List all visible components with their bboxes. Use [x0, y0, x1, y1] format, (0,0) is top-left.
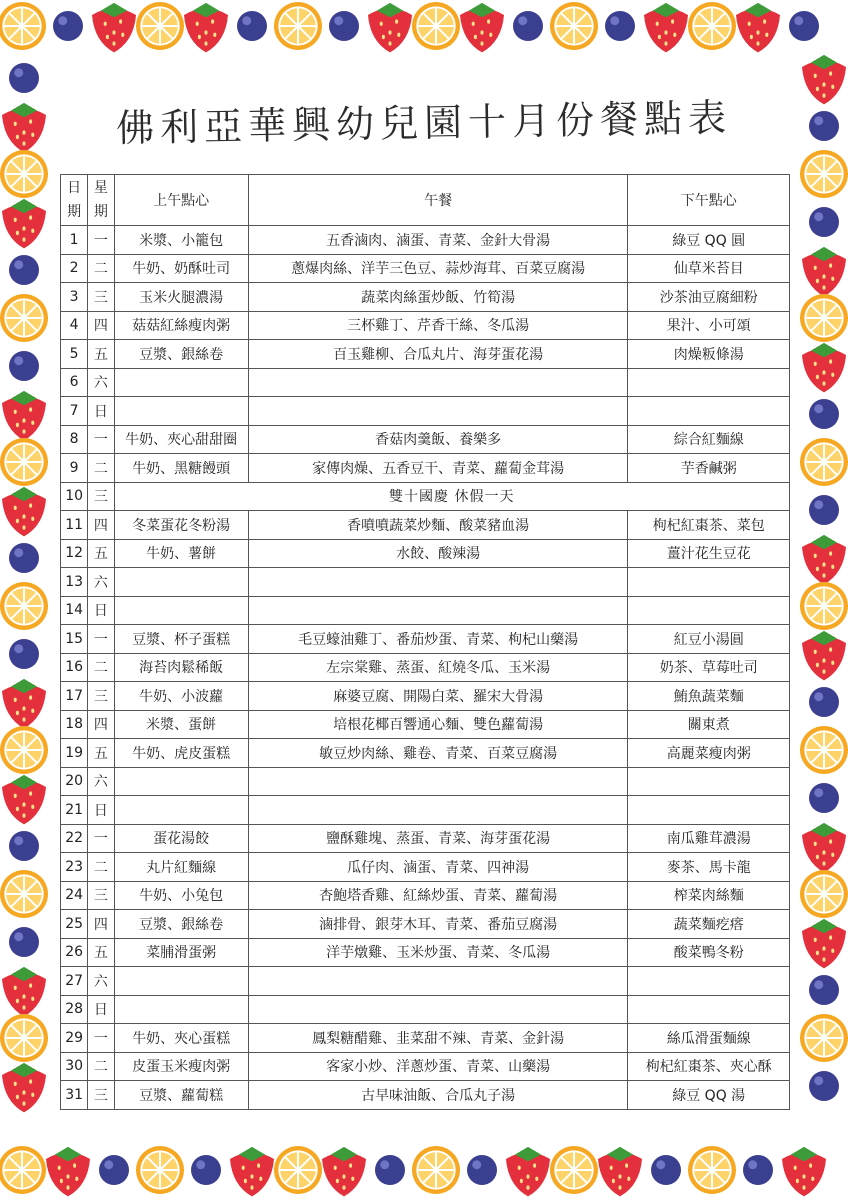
- morning-snack-cell: 海苔肉鬆稀飯: [114, 653, 248, 682]
- blueberry-icon: [191, 1155, 221, 1185]
- afternoon-snack-cell: [628, 568, 790, 597]
- lunch-cell: 瓜仔肉、滷蛋、青菜、四神湯: [248, 853, 628, 882]
- blueberry-icon: [605, 11, 635, 41]
- date-cell: 11: [61, 511, 88, 540]
- lunch-cell: 麻婆豆腐、開陽白菜、羅宋大骨湯: [248, 682, 628, 711]
- morning-snack-cell: [114, 568, 248, 597]
- orange-slice-icon: [136, 1146, 184, 1194]
- weekday-cell: 四: [88, 511, 114, 540]
- date-cell: 20: [61, 767, 88, 796]
- morning-snack-cell: [114, 368, 248, 397]
- blueberry-icon: [9, 831, 39, 861]
- blueberry-icon: [375, 1155, 405, 1185]
- header-afternoon-snack: 下午點心: [628, 175, 790, 226]
- weekday-cell: 一: [88, 1024, 114, 1053]
- strawberry-icon: [802, 247, 846, 297]
- strawberry-icon: [46, 1147, 90, 1197]
- blueberry-icon: [809, 975, 839, 1005]
- weekday-cell: 日: [88, 397, 114, 426]
- afternoon-snack-cell: 枸杞紅棗茶、夾心酥: [628, 1052, 790, 1081]
- date-cell: 27: [61, 967, 88, 996]
- morning-snack-cell: [114, 796, 248, 825]
- lunch-cell: 洋芋燉雞、玉米炒蛋、青菜、冬瓜湯: [248, 938, 628, 967]
- lunch-cell: 香菇肉羹飯、養樂多: [248, 425, 628, 454]
- orange-slice-icon: [550, 2, 598, 50]
- strawberry-icon: [92, 3, 136, 53]
- weekday-cell: 五: [88, 340, 114, 369]
- blueberry-icon: [9, 927, 39, 957]
- morning-snack-cell: 牛奶、夾心蛋糕: [114, 1024, 248, 1053]
- morning-snack-cell: 豆漿、蘿蔔糕: [114, 1081, 248, 1110]
- lunch-cell: 鳳梨糖醋雞、韭菜甜不辣、青菜、金針湯: [248, 1024, 628, 1053]
- blueberry-icon: [9, 255, 39, 285]
- weekday-cell: 二: [88, 853, 114, 882]
- afternoon-snack-cell: [628, 995, 790, 1024]
- morning-snack-cell: 牛奶、夾心甜甜圈: [114, 425, 248, 454]
- weekday-cell: 三: [88, 1081, 114, 1110]
- table-row: [61, 454, 790, 483]
- lunch-cell: 古早味油飯、合瓜丸子湯: [248, 1081, 628, 1110]
- date-cell: 2: [61, 254, 88, 283]
- orange-slice-icon: [0, 294, 48, 342]
- lunch-cell: [248, 368, 628, 397]
- morning-snack-cell: 豆漿、銀絲卷: [114, 910, 248, 939]
- weekday-cell: 五: [88, 539, 114, 568]
- orange-slice-icon: [0, 582, 48, 630]
- strawberry-icon: [2, 199, 46, 249]
- lunch-cell: [248, 995, 628, 1024]
- page-title: 佛利亞華興幼兒園十月份餐點表: [115, 95, 733, 151]
- date-cell: 24: [61, 881, 88, 910]
- weekday-cell: 五: [88, 739, 114, 768]
- blueberry-icon: [9, 351, 39, 381]
- lunch-cell: 左宗棠雞、蒸蛋、紅燒冬瓜、玉米湯: [248, 653, 628, 682]
- table-row: [61, 568, 790, 597]
- orange-slice-icon: [0, 438, 48, 486]
- afternoon-snack-cell: 榨菜肉絲麵: [628, 881, 790, 910]
- lunch-cell: 家傳肉燥、五香豆干、青菜、蘿蔔金茸湯: [248, 454, 628, 483]
- blueberry-icon: [809, 1071, 839, 1101]
- afternoon-snack-cell: [628, 767, 790, 796]
- date-cell: 14: [61, 596, 88, 625]
- date-cell: 25: [61, 910, 88, 939]
- morning-snack-cell: 菜脯滑蛋粥: [114, 938, 248, 967]
- date-cell: 17: [61, 682, 88, 711]
- lunch-cell: 杏鮑塔香雞、紅絲炒蛋、青菜、蘿蔔湯: [248, 881, 628, 910]
- date-cell: 18: [61, 710, 88, 739]
- table-row: [61, 824, 790, 853]
- orange-slice-icon: [412, 1146, 460, 1194]
- morning-snack-cell: 牛奶、虎皮蛋糕: [114, 739, 248, 768]
- table-row: [61, 938, 790, 967]
- blueberry-icon: [789, 11, 819, 41]
- table-row: [61, 482, 790, 511]
- table-row: [61, 682, 790, 711]
- date-cell: 23: [61, 853, 88, 882]
- date-cell: 10: [61, 482, 88, 511]
- date-cell: 30: [61, 1052, 88, 1081]
- table-row: [61, 511, 790, 540]
- afternoon-snack-cell: 紅豆小湯圓: [628, 625, 790, 654]
- weekday-cell: 日: [88, 796, 114, 825]
- orange-slice-icon: [800, 294, 848, 342]
- weekday-cell: 一: [88, 625, 114, 654]
- morning-snack-cell: 米漿、蛋餅: [114, 710, 248, 739]
- strawberry-icon: [2, 1063, 46, 1113]
- orange-slice-icon: [800, 582, 848, 630]
- weekday-cell: 三: [88, 482, 114, 511]
- afternoon-snack-cell: 仙草米苔目: [628, 254, 790, 283]
- date-cell: 1: [61, 226, 88, 255]
- weekday-cell: 二: [88, 254, 114, 283]
- lunch-cell: 培根花椰百響通心麵、雙色蘿蔔湯: [248, 710, 628, 739]
- afternoon-snack-cell: [628, 368, 790, 397]
- strawberry-icon: [184, 3, 228, 53]
- lunch-cell: 毛豆蠔油雞丁、番茄炒蛋、青菜、枸杞山藥湯: [248, 625, 628, 654]
- weekday-cell: 六: [88, 967, 114, 996]
- orange-slice-icon: [800, 150, 848, 198]
- strawberry-icon: [460, 3, 504, 53]
- afternoon-snack-cell: 關東煮: [628, 710, 790, 739]
- morning-snack-cell: 皮蛋玉米瘦肉粥: [114, 1052, 248, 1081]
- lunch-cell: [248, 397, 628, 426]
- weekday-cell: 四: [88, 311, 114, 340]
- table-row: [61, 796, 790, 825]
- afternoon-snack-cell: 絲瓜滑蛋麵線: [628, 1024, 790, 1053]
- weekday-cell: 日: [88, 596, 114, 625]
- table-row: [61, 1024, 790, 1053]
- morning-snack-cell: 豆漿、杯子蛋糕: [114, 625, 248, 654]
- weekday-cell: 二: [88, 1052, 114, 1081]
- menu-table: [60, 174, 790, 1110]
- blueberry-icon: [809, 207, 839, 237]
- orange-slice-icon: [800, 726, 848, 774]
- header-morning-snack: 上午點心: [114, 175, 248, 226]
- table-row: [61, 539, 790, 568]
- orange-slice-icon: [412, 2, 460, 50]
- table-row: [61, 853, 790, 882]
- orange-slice-icon: [0, 150, 48, 198]
- strawberry-icon: [506, 1147, 550, 1197]
- weekday-cell: 二: [88, 454, 114, 483]
- strawberry-icon: [2, 391, 46, 441]
- table-row: [61, 967, 790, 996]
- blueberry-icon: [809, 783, 839, 813]
- strawberry-icon: [644, 3, 688, 53]
- morning-snack-cell: [114, 967, 248, 996]
- weekday-cell: 一: [88, 226, 114, 255]
- blueberry-icon: [99, 1155, 129, 1185]
- lunch-cell: 五香滷肉、滷蛋、青菜、金針大骨湯: [248, 226, 628, 255]
- morning-snack-cell: 菇菇紅絲瘦肉粥: [114, 311, 248, 340]
- lunch-cell: 三杯雞丁、芹香干絲、冬瓜湯: [248, 311, 628, 340]
- morning-snack-cell: 牛奶、小波蘿: [114, 682, 248, 711]
- lunch-cell: 香噴噴蔬菜炒麵、酸菜豬血湯: [248, 511, 628, 540]
- morning-snack-cell: 牛奶、小兔包: [114, 881, 248, 910]
- afternoon-snack-cell: 高麗菜瘦肉粥: [628, 739, 790, 768]
- blueberry-icon: [809, 687, 839, 717]
- lunch-cell: [248, 568, 628, 597]
- table-row: [61, 767, 790, 796]
- afternoon-snack-cell: 酸菜鴨冬粉: [628, 938, 790, 967]
- afternoon-snack-cell: [628, 796, 790, 825]
- orange-slice-icon: [274, 1146, 322, 1194]
- date-cell: 9: [61, 454, 88, 483]
- blueberry-icon: [9, 639, 39, 669]
- orange-slice-icon: [688, 1146, 736, 1194]
- table-row: [61, 254, 790, 283]
- strawberry-icon: [802, 343, 846, 393]
- date-cell: 5: [61, 340, 88, 369]
- weekday-cell: 二: [88, 653, 114, 682]
- blueberry-icon: [467, 1155, 497, 1185]
- strawberry-icon: [2, 775, 46, 825]
- weekday-cell: 六: [88, 767, 114, 796]
- morning-snack-cell: [114, 596, 248, 625]
- weekday-cell: 一: [88, 425, 114, 454]
- weekday-cell: 三: [88, 682, 114, 711]
- date-cell: 8: [61, 425, 88, 454]
- strawberry-icon: [2, 679, 46, 729]
- lunch-cell: 蔥爆肉絲、洋芋三色豆、蒜炒海茸、百菜豆腐湯: [248, 254, 628, 283]
- orange-slice-icon: [0, 726, 48, 774]
- morning-snack-cell: 冬菜蛋花冬粉湯: [114, 511, 248, 540]
- date-cell: 12: [61, 539, 88, 568]
- table-row: [61, 1052, 790, 1081]
- weekday-cell: 六: [88, 568, 114, 597]
- lunch-cell: 滷排骨、銀芽木耳、青菜、番茄豆腐湯: [248, 910, 628, 939]
- afternoon-snack-cell: 果汁、小可頌: [628, 311, 790, 340]
- table-row: [61, 995, 790, 1024]
- morning-snack-cell: 豆漿、銀絲卷: [114, 340, 248, 369]
- blueberry-icon: [9, 63, 39, 93]
- table-row: [61, 397, 790, 426]
- orange-slice-icon: [800, 870, 848, 918]
- strawberry-icon: [368, 3, 412, 53]
- table-row: [61, 710, 790, 739]
- table-row: [61, 283, 790, 312]
- afternoon-snack-cell: 芋香鹹粥: [628, 454, 790, 483]
- date-cell: 28: [61, 995, 88, 1024]
- table-row: [61, 653, 790, 682]
- blueberry-icon: [809, 399, 839, 429]
- blueberry-icon: [743, 1155, 773, 1185]
- weekday-cell: 三: [88, 881, 114, 910]
- morning-snack-cell: 丸片紅麵線: [114, 853, 248, 882]
- table-row: [61, 625, 790, 654]
- lunch-cell: 鹽酥雞塊、蒸蛋、青菜、海芽蛋花湯: [248, 824, 628, 853]
- table-row: [61, 739, 790, 768]
- lunch-cell: 百玉雞柳、合瓜丸片、海芽蛋花湯: [248, 340, 628, 369]
- lunch-cell: 客家小炒、洋蔥炒蛋、青菜、山藥湯: [248, 1052, 628, 1081]
- table-row: [61, 368, 790, 397]
- lunch-cell: [248, 796, 628, 825]
- lunch-cell: [248, 967, 628, 996]
- table-row: [61, 311, 790, 340]
- morning-snack-cell: 牛奶、黑糖饅頭: [114, 454, 248, 483]
- table-row: [61, 340, 790, 369]
- lunch-cell: [248, 767, 628, 796]
- table-row: [61, 425, 790, 454]
- date-cell: 3: [61, 283, 88, 312]
- orange-slice-icon: [800, 438, 848, 486]
- date-cell: 21: [61, 796, 88, 825]
- afternoon-snack-cell: 綠豆 QQ 湯: [628, 1081, 790, 1110]
- blueberry-icon: [53, 11, 83, 41]
- strawberry-icon: [736, 3, 780, 53]
- weekday-cell: 三: [88, 283, 114, 312]
- afternoon-snack-cell: [628, 967, 790, 996]
- weekday-cell: 一: [88, 824, 114, 853]
- header-date: 日 期: [61, 175, 88, 226]
- afternoon-snack-cell: 沙茶油豆腐細粉: [628, 283, 790, 312]
- table-row: [61, 881, 790, 910]
- blueberry-icon: [329, 11, 359, 41]
- weekday-cell: 四: [88, 710, 114, 739]
- orange-slice-icon: [688, 2, 736, 50]
- afternoon-snack-cell: 綠豆 QQ 圓: [628, 226, 790, 255]
- morning-snack-cell: 米漿、小籠包: [114, 226, 248, 255]
- header-lunch: 午餐: [248, 175, 628, 226]
- table-row: [61, 596, 790, 625]
- afternoon-snack-cell: 蔬菜麵疙瘩: [628, 910, 790, 939]
- date-cell: 6: [61, 368, 88, 397]
- orange-slice-icon: [0, 870, 48, 918]
- blueberry-icon: [809, 495, 839, 525]
- orange-slice-icon: [274, 2, 322, 50]
- afternoon-snack-cell: [628, 596, 790, 625]
- strawberry-icon: [598, 1147, 642, 1197]
- holiday-cell: 雙十國慶 休假一天: [114, 482, 790, 511]
- afternoon-snack-cell: 南瓜雞茸濃湯: [628, 824, 790, 853]
- strawberry-icon: [2, 487, 46, 537]
- orange-slice-icon: [800, 1014, 848, 1062]
- date-cell: 7: [61, 397, 88, 426]
- lunch-cell: 敏豆炒肉絲、雞卷、青菜、百菜豆腐湯: [248, 739, 628, 768]
- afternoon-snack-cell: [628, 397, 790, 426]
- blueberry-icon: [9, 543, 39, 573]
- date-cell: 22: [61, 824, 88, 853]
- header-row: [61, 175, 790, 226]
- morning-snack-cell: 玉米火腿濃湯: [114, 283, 248, 312]
- orange-slice-icon: [0, 1146, 46, 1194]
- date-cell: 13: [61, 568, 88, 597]
- date-cell: 19: [61, 739, 88, 768]
- blueberry-icon: [237, 11, 267, 41]
- strawberry-icon: [230, 1147, 274, 1197]
- weekday-cell: 日: [88, 995, 114, 1024]
- morning-snack-cell: 蛋花湯餃: [114, 824, 248, 853]
- table-row: [61, 1081, 790, 1110]
- header-weekday: 星 期: [88, 175, 114, 226]
- strawberry-icon: [782, 1147, 826, 1197]
- strawberry-icon: [802, 631, 846, 681]
- morning-snack-cell: [114, 397, 248, 426]
- morning-snack-cell: 牛奶、薯餅: [114, 539, 248, 568]
- weekday-cell: 五: [88, 938, 114, 967]
- afternoon-snack-cell: 奶茶、草莓吐司: [628, 653, 790, 682]
- afternoon-snack-cell: 鮪魚蔬菜麵: [628, 682, 790, 711]
- morning-snack-cell: 牛奶、奶酥吐司: [114, 254, 248, 283]
- orange-slice-icon: [136, 2, 184, 50]
- date-cell: 26: [61, 938, 88, 967]
- strawberry-icon: [322, 1147, 366, 1197]
- orange-slice-icon: [550, 1146, 598, 1194]
- orange-slice-icon: [0, 1014, 48, 1062]
- afternoon-snack-cell: 麥茶、馬卡龍: [628, 853, 790, 882]
- date-cell: 4: [61, 311, 88, 340]
- afternoon-snack-cell: 薑汁花生豆花: [628, 539, 790, 568]
- strawberry-icon: [2, 967, 46, 1017]
- morning-snack-cell: [114, 995, 248, 1024]
- afternoon-snack-cell: 肉燥粄條湯: [628, 340, 790, 369]
- strawberry-icon: [802, 823, 846, 873]
- strawberry-icon: [802, 919, 846, 969]
- table-row: [61, 226, 790, 255]
- weekday-cell: 六: [88, 368, 114, 397]
- lunch-cell: 蔬菜肉絲蛋炒飯、竹筍湯: [248, 283, 628, 312]
- date-cell: 16: [61, 653, 88, 682]
- afternoon-snack-cell: 綜合紅麵線: [628, 425, 790, 454]
- date-cell: 15: [61, 625, 88, 654]
- date-cell: 31: [61, 1081, 88, 1110]
- blueberry-icon: [651, 1155, 681, 1185]
- lunch-cell: 水餃、酸辣湯: [248, 539, 628, 568]
- strawberry-icon: [802, 535, 846, 585]
- blueberry-icon: [513, 11, 543, 41]
- morning-snack-cell: [114, 767, 248, 796]
- date-cell: 29: [61, 1024, 88, 1053]
- lunch-cell: [248, 596, 628, 625]
- orange-slice-icon: [0, 2, 46, 50]
- weekday-cell: 四: [88, 910, 114, 939]
- table-row: [61, 910, 790, 939]
- afternoon-snack-cell: 枸杞紅棗茶、菜包: [628, 511, 790, 540]
